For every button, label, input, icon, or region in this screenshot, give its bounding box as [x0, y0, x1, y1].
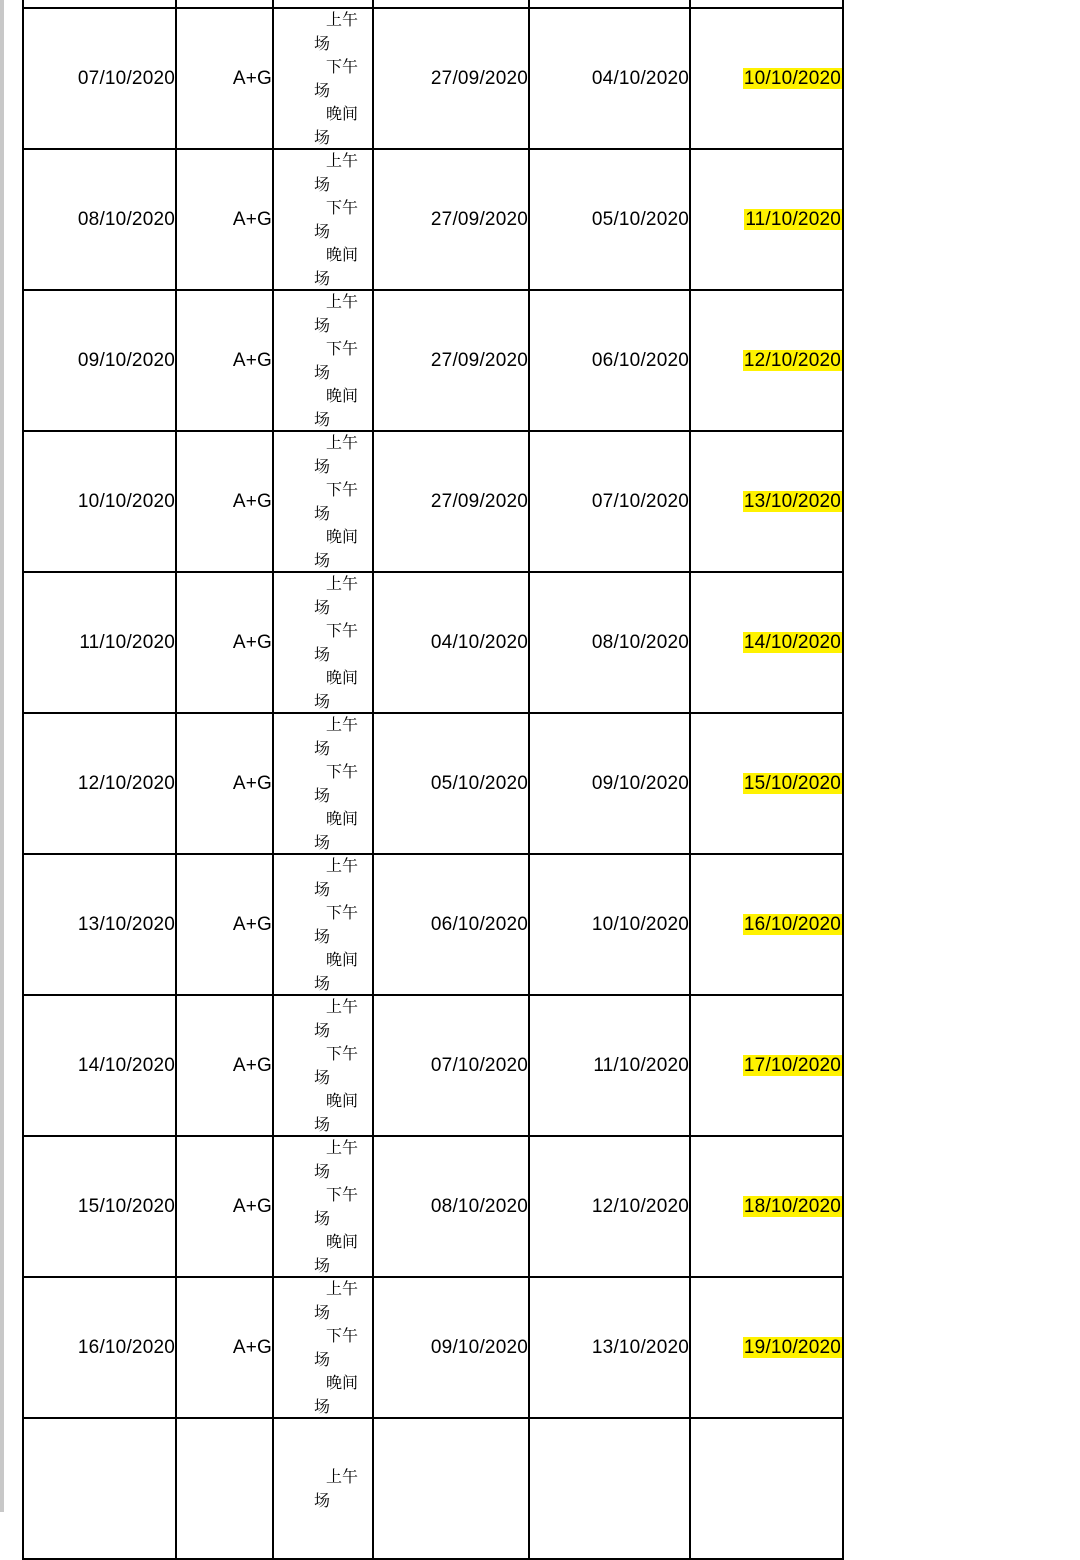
row-d2: 05/10/2020	[591, 208, 689, 230]
session-list	[274, 0, 372, 7]
row-type: A+G	[232, 772, 272, 794]
session-line: 晚间	[326, 668, 359, 687]
d3-cell	[690, 854, 843, 995]
session-line: 场	[314, 1396, 331, 1416]
date-cell	[23, 431, 176, 572]
session-cell	[273, 1418, 373, 1559]
row-d1: 27/09/2020	[430, 490, 528, 512]
session-line: 场	[314, 832, 331, 852]
session-list	[274, 996, 372, 1135]
table-row-partial-bottom	[23, 1418, 843, 1559]
d1-cell	[373, 995, 529, 1136]
session-list	[274, 291, 372, 430]
row-d2: 11/10/2020	[593, 1054, 689, 1076]
date-cell	[23, 290, 176, 431]
table-row	[23, 1136, 843, 1277]
row-date: 14/10/2020	[77, 1054, 175, 1076]
d2-cell	[529, 572, 690, 713]
d2-cell	[529, 1418, 690, 1559]
table-row	[23, 713, 843, 854]
session-cell	[273, 1136, 373, 1277]
d3-cell	[690, 431, 843, 572]
row-date: 12/10/2020	[77, 772, 175, 794]
date-cell	[23, 1136, 176, 1277]
type-cell	[176, 1136, 273, 1277]
session-cell	[273, 290, 373, 431]
d1-cell	[373, 8, 529, 149]
row-d1: 27/09/2020	[430, 208, 528, 230]
session-list	[274, 1137, 372, 1276]
session-line: 场	[314, 785, 331, 805]
session-line: 晚间	[326, 1232, 359, 1251]
d1-cell	[373, 854, 529, 995]
row-d1: 27/09/2020	[430, 67, 528, 89]
row-d3-highlighted: 14/10/2020	[743, 631, 841, 653]
row-d2: 13/10/2020	[591, 1336, 689, 1358]
d2-cell	[529, 290, 690, 431]
page-edge	[0, 0, 4, 1512]
type-cell	[176, 995, 273, 1136]
row-date: 15/10/2020	[77, 1195, 175, 1217]
session-line: 上午	[326, 292, 359, 311]
session-line: 场	[314, 879, 331, 899]
d2-cell	[529, 149, 690, 290]
d3-cell	[690, 0, 843, 8]
row-d1: 04/10/2020	[430, 631, 528, 653]
session-list	[274, 1278, 372, 1417]
date-cell	[23, 1277, 176, 1418]
row-date: 09/10/2020	[77, 349, 175, 371]
d1-cell	[373, 1136, 529, 1277]
session-line: 晚间	[326, 245, 359, 264]
type-cell	[176, 0, 273, 8]
row-d3-highlighted: 10/10/2020	[743, 67, 841, 89]
session-cell	[273, 1277, 373, 1418]
row-d1: 08/10/2020	[430, 1195, 528, 1217]
d3-cell	[690, 8, 843, 149]
row-d2: 07/10/2020	[591, 490, 689, 512]
session-line: 场	[314, 1067, 331, 1087]
row-d2: 04/10/2020	[591, 67, 689, 89]
table-row	[23, 854, 843, 995]
session-line: 上午	[326, 10, 359, 29]
session-cell	[273, 149, 373, 290]
session-line: 场	[314, 1302, 331, 1322]
type-cell	[176, 8, 273, 149]
session-line: 晚间	[326, 809, 359, 828]
session-line: 场	[314, 80, 331, 100]
row-date: 11/10/2020	[79, 631, 175, 653]
d1-cell	[373, 1418, 529, 1559]
row-d3-highlighted: 12/10/2020	[743, 349, 841, 371]
d1-cell	[373, 572, 529, 713]
session-list	[274, 432, 372, 571]
date-cell	[23, 1418, 176, 1559]
row-type: A+G	[232, 490, 272, 512]
type-cell	[176, 572, 273, 713]
type-cell	[176, 854, 273, 995]
session-list	[274, 573, 372, 712]
d3-cell	[690, 290, 843, 431]
session-line: 场	[314, 409, 331, 429]
table-row	[23, 149, 843, 290]
date-cell	[23, 572, 176, 713]
session-line: 上午	[326, 997, 359, 1016]
type-cell	[176, 1418, 273, 1559]
row-d3-highlighted: 17/10/2020	[743, 1054, 841, 1076]
session-line: 场	[314, 268, 331, 288]
d2-cell	[529, 431, 690, 572]
session-line: 场	[314, 1208, 331, 1228]
row-d2: 10/10/2020	[591, 913, 689, 935]
date-cell	[23, 149, 176, 290]
session-line: 场	[314, 456, 331, 476]
session-cell	[273, 572, 373, 713]
table-row	[23, 290, 843, 431]
session-list	[274, 9, 372, 148]
session-line: 场	[314, 503, 331, 523]
session-line: 晚间	[326, 950, 359, 969]
row-d1: 07/10/2020	[430, 1054, 528, 1076]
session-list	[274, 150, 372, 289]
session-cell	[273, 854, 373, 995]
d2-cell	[529, 1136, 690, 1277]
row-d2: 12/10/2020	[591, 1195, 689, 1217]
row-d3-highlighted: 19/10/2020	[743, 1336, 841, 1358]
d3-cell	[690, 1418, 843, 1559]
d3-cell	[690, 1136, 843, 1277]
type-cell	[176, 149, 273, 290]
row-date: 13/10/2020	[77, 913, 175, 935]
session-line: 下午	[326, 1044, 359, 1063]
row-type: A+G	[232, 913, 272, 935]
row-d3-highlighted: 18/10/2020	[743, 1195, 841, 1217]
date-cell	[23, 0, 176, 8]
session-cell	[273, 0, 373, 8]
session-line: 上午	[326, 1138, 359, 1157]
session-line: 晚间	[326, 104, 359, 123]
row-d1: 06/10/2020	[430, 913, 528, 935]
d2-cell	[529, 1277, 690, 1418]
row-date: 16/10/2020	[77, 1336, 175, 1358]
d2-cell	[529, 0, 690, 8]
row-type: A+G	[232, 349, 272, 371]
date-cell	[23, 995, 176, 1136]
d2-cell	[529, 713, 690, 854]
row-type: A+G	[232, 1336, 272, 1358]
row-d1: 27/09/2020	[430, 349, 528, 371]
session-line: 上午	[326, 151, 359, 170]
type-cell	[176, 290, 273, 431]
row-type: A+G	[232, 67, 272, 89]
session-line: 晚间	[326, 386, 359, 405]
session-line: 场	[314, 691, 331, 711]
table-row	[23, 995, 843, 1136]
type-cell	[176, 431, 273, 572]
session-line: 晚间	[326, 527, 359, 546]
d1-cell	[373, 0, 529, 8]
table-row-partial-top	[23, 0, 843, 8]
table-row	[23, 8, 843, 149]
row-type: A+G	[232, 1195, 272, 1217]
session-line: 下午	[326, 1326, 359, 1345]
d1-cell	[373, 1277, 529, 1418]
schedule-table-body	[23, 0, 843, 1559]
session-cell	[273, 8, 373, 149]
session-line: 下午	[326, 903, 359, 922]
session-line: 场	[314, 1255, 331, 1275]
row-d2: 09/10/2020	[591, 772, 689, 794]
d1-cell	[373, 713, 529, 854]
session-line: 上午	[326, 1467, 359, 1486]
session-line: 场	[314, 926, 331, 946]
row-date: 07/10/2020	[77, 67, 175, 89]
d1-cell	[373, 149, 529, 290]
session-line: 下午	[326, 621, 359, 640]
d2-cell	[529, 854, 690, 995]
session-line: 上午	[326, 433, 359, 452]
date-cell	[23, 854, 176, 995]
session-cell	[273, 995, 373, 1136]
session-line: 上午	[326, 1279, 359, 1298]
session-line: 场	[314, 1020, 331, 1040]
row-d3-highlighted: 11/10/2020	[745, 208, 841, 230]
row-type: A+G	[232, 631, 272, 653]
type-cell	[176, 1277, 273, 1418]
row-d3-highlighted: 13/10/2020	[743, 490, 841, 512]
row-d1: 09/10/2020	[430, 1336, 528, 1358]
session-cell	[273, 431, 373, 572]
d3-cell	[690, 713, 843, 854]
session-line: 场	[314, 1161, 331, 1181]
table-row	[23, 572, 843, 713]
d3-cell	[690, 995, 843, 1136]
row-d3-highlighted: 15/10/2020	[743, 772, 841, 794]
session-line: 下午	[326, 339, 359, 358]
row-d2: 06/10/2020	[591, 349, 689, 371]
table-row	[23, 431, 843, 572]
session-line: 场	[314, 738, 331, 758]
session-line: 场	[314, 644, 331, 664]
session-cell	[273, 713, 373, 854]
session-line: 场	[314, 127, 331, 147]
session-list	[274, 1419, 372, 1558]
d1-cell	[373, 290, 529, 431]
session-line: 场	[314, 597, 331, 617]
session-line: 下午	[326, 198, 359, 217]
session-line: 场	[314, 33, 331, 53]
d3-cell	[690, 149, 843, 290]
session-line: 晚间	[326, 1091, 359, 1110]
type-cell	[176, 713, 273, 854]
d3-cell	[690, 572, 843, 713]
date-cell	[23, 8, 176, 149]
row-d3-highlighted: 16/10/2020	[743, 913, 841, 935]
session-line: 场	[314, 973, 331, 993]
d2-cell	[529, 995, 690, 1136]
session-line: 场	[314, 174, 331, 194]
d1-cell	[373, 431, 529, 572]
session-list	[274, 855, 372, 994]
row-date: 10/10/2020	[77, 490, 175, 512]
session-line: 上午	[326, 856, 359, 875]
session-line: 场	[314, 315, 331, 335]
session-line: 场	[314, 221, 331, 241]
row-date: 08/10/2020	[77, 208, 175, 230]
d3-cell	[690, 1277, 843, 1418]
session-line: 下午	[326, 762, 359, 781]
schedule-table	[22, 0, 844, 1560]
session-line: 场	[314, 1114, 331, 1134]
row-d2: 08/10/2020	[591, 631, 689, 653]
session-line: 上午	[326, 715, 359, 734]
session-line: 下午	[326, 57, 359, 76]
row-type: A+G	[232, 1054, 272, 1076]
session-line: 下午	[326, 480, 359, 499]
session-line: 晚间	[326, 1373, 359, 1392]
session-line: 场	[314, 550, 331, 570]
session-list	[274, 714, 372, 853]
row-d1: 05/10/2020	[430, 772, 528, 794]
session-line: 下午	[326, 1185, 359, 1204]
session-line: 场	[314, 1490, 331, 1510]
date-cell	[23, 713, 176, 854]
table-row	[23, 1277, 843, 1418]
session-line: 场	[314, 1349, 331, 1369]
d2-cell	[529, 8, 690, 149]
session-line: 场	[314, 362, 331, 382]
session-line: 上午	[326, 574, 359, 593]
row-type: A+G	[232, 208, 272, 230]
